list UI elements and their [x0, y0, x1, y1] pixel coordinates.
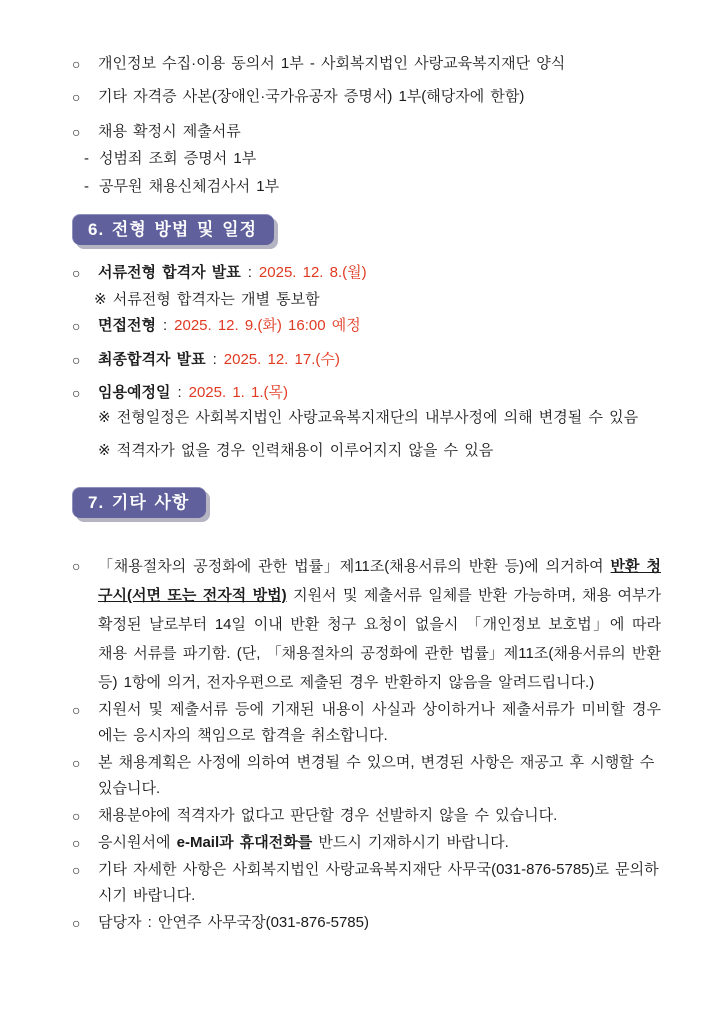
submission-documents-list [72, 54, 661, 197]
circle-bullet-icon: ○ [72, 915, 81, 931]
list-item-text: 본 채용계획은 사정에 의하여 변경될 수 있으며, 변경된 사항은 재공고 후 시행할 수 있습니다. [98, 754, 655, 797]
email-notice-before: 응시원서에 [98, 834, 177, 851]
schedule-date: 2025. 12. 17.(수) [223, 351, 340, 368]
list-item [72, 803, 661, 829]
sub-list-item [72, 177, 661, 197]
section-6-title: 6. 전형 방법 및 일정 [72, 214, 274, 245]
list-item-text: 기타 자격증 사본(장애인·국가유공자 증명서) 1부(해당자에 한함) [98, 88, 525, 105]
schedule-date: 2025. 12. 9.(화) 16:00 예정 [174, 317, 361, 334]
list-item-text: 지원서 및 제출서류 등에 기재된 내용이 사실과 상이하거나 제출서류가 미비할 경우에는 응시자의 책임으로 합격을 취소합니다. [98, 701, 661, 744]
contact-info-item [72, 857, 661, 909]
contact-info-text: 기타 자세한 사항은 사회복지법인 사랑교육복지재단 사무국(031-876-5785)로 문의하시기 바랍니다. [98, 861, 659, 904]
circle-bullet-icon: ○ [72, 558, 81, 574]
dash-bullet-icon: - [84, 150, 89, 167]
email-notice-emphasis: e-Mail과 휴대전화를 [176, 834, 313, 851]
email-notice-item [72, 830, 661, 856]
colon-separator: : [212, 351, 217, 368]
list-item-text: 개인정보 수집·이용 동의서 1부 - 사회복지법인 사랑교육복지재단 양식 [98, 55, 566, 72]
colon-separator: : [247, 264, 252, 281]
schedule-label: 면접전형 [98, 317, 156, 334]
schedule-date: 2025. 12. 8.(월) [258, 264, 367, 281]
list-item [72, 122, 661, 142]
return-policy-after: 지원서 및 제출서류 일체를 반환 가능하며, 채용 여부가 확정된 날로부터 14일 이내 반환 청구 요청이 없을시 「개인정보 보호법」에 따라 채용 서류를 파기함. (단, 「채용절차의 공정화에 관한 법률」제11조(채용서류의 반환 등) 1항에 의거, 전자우편으로 제출된 경우 반환하지 않음을 알려드립니다.) [98, 587, 661, 691]
schedule-date: 2025. 1. 1.(목) [188, 384, 288, 401]
schedule-note-text: ※ 서류전형 합격자는 개별 통보함 [94, 291, 320, 308]
schedule-disclaimer-text: ※ 적격자가 없을 경우 인력채용이 이루어지지 않을 수 있음 [98, 442, 494, 459]
section-7-title: 7. 기타 사항 [72, 487, 206, 518]
circle-bullet-icon: ○ [72, 835, 81, 851]
list-item [72, 87, 661, 107]
schedule-label: 임용예정일 [98, 384, 171, 401]
sub-list-item-text: 공무원 채용신체검사서 1부 [99, 178, 280, 195]
list-item [72, 750, 661, 802]
circle-bullet-icon: ○ [72, 808, 81, 824]
schedule-item [72, 263, 661, 283]
list-item [72, 697, 661, 749]
colon-separator: : [162, 317, 168, 334]
email-notice-after: 반드시 기재하시기 바랍니다. [312, 834, 509, 851]
section-7-items [72, 552, 661, 936]
circle-bullet-icon: ○ [72, 352, 81, 368]
section-7 [72, 487, 661, 518]
sub-list-item-text: 성범죄 조회 증명서 1부 [99, 150, 257, 167]
circle-bullet-icon: ○ [72, 755, 81, 771]
return-policy-item [72, 552, 661, 697]
schedule-item [72, 350, 661, 370]
schedule-item [72, 383, 661, 403]
circle-bullet-icon: ○ [72, 124, 81, 140]
schedule-disclaimer [72, 408, 661, 428]
circle-bullet-icon: ○ [72, 56, 81, 72]
circle-bullet-icon: ○ [72, 265, 81, 281]
list-item-text: 채용분야에 적격자가 없다고 판단할 경우 선발하지 않을 수 있습니다. [98, 807, 558, 824]
return-policy-emphasis: 반환 청구시(서면 또는 전자적 방법) [98, 558, 661, 604]
schedule-note [72, 290, 661, 310]
schedule-label: 최종합격자 발표 [98, 351, 206, 368]
schedule-item [72, 316, 661, 336]
colon-separator: : [177, 384, 182, 401]
return-policy-text [98, 552, 661, 697]
return-policy-before: 「채용절차의 공정화에 관한 법률」제11조(채용서류의 반환 등)에 의거하여 [98, 558, 611, 575]
section-6 [72, 214, 661, 245]
manager-item [72, 910, 661, 936]
schedule-disclaimer [72, 441, 661, 461]
sub-list-item [72, 149, 661, 169]
email-notice-text [98, 830, 661, 856]
circle-bullet-icon: ○ [72, 385, 81, 401]
dash-bullet-icon: - [84, 178, 89, 195]
manager-text: 담당자 : 안연주 사무국장(031-876-5785) [98, 914, 369, 931]
circle-bullet-icon: ○ [72, 89, 81, 105]
schedule-disclaimer-text: ※ 전형일정은 사회복지법인 사랑교육복지재단의 내부사정에 의해 변경될 수 있음 [98, 409, 639, 426]
circle-bullet-icon: ○ [72, 862, 81, 878]
list-item [72, 54, 661, 74]
schedule-label: 서류전형 합격자 발표 [98, 264, 241, 281]
circle-bullet-icon: ○ [72, 318, 81, 334]
circle-bullet-icon: ○ [72, 702, 81, 718]
section-6-schedule [72, 263, 661, 461]
list-item-text: 채용 확정시 제출서류 [98, 123, 241, 140]
